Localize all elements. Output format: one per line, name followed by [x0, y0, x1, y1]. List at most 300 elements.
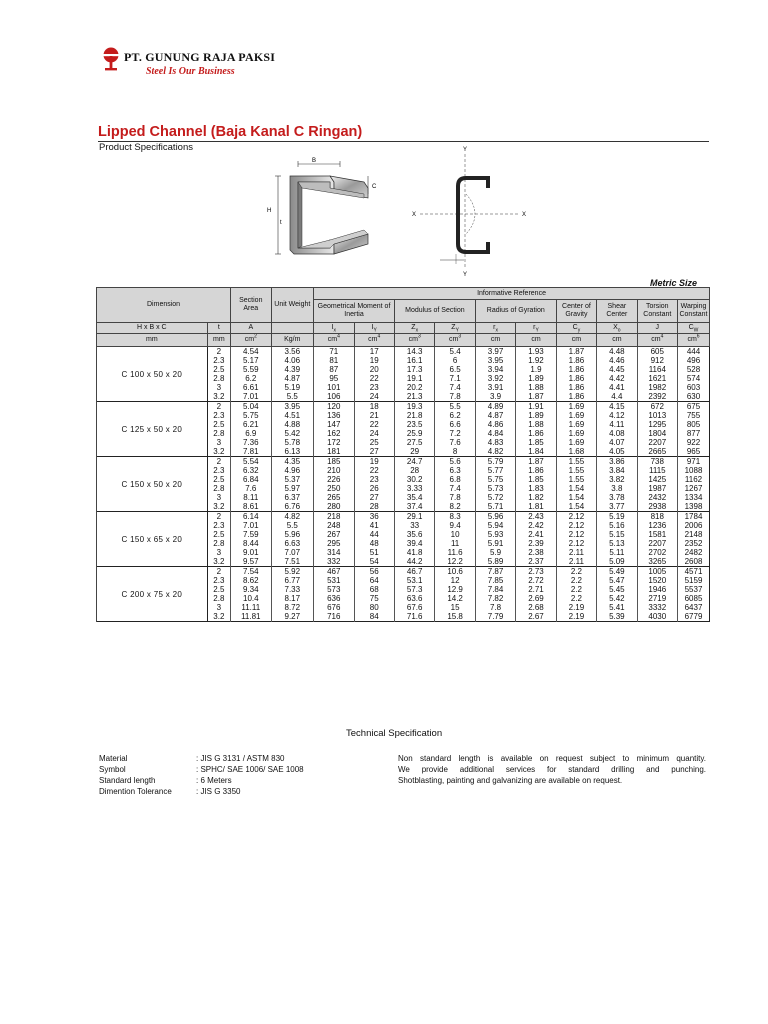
header-hbc: H x B x C [97, 323, 208, 334]
cell-ry: 2.73 [516, 567, 556, 577]
cell-weight: 6.76 [271, 502, 314, 512]
cell-rx: 5.94 [475, 521, 515, 530]
cell-area: 5.04 [231, 402, 271, 412]
cell-ix: 162 [314, 429, 354, 438]
cell-zy: 12.9 [435, 585, 475, 594]
header-torsion-constant: Torsion Constant [637, 300, 677, 323]
cell-t: 2.8 [207, 594, 230, 603]
cell-j: 3265 [637, 557, 677, 567]
cell-cw: 1267 [678, 484, 710, 493]
cell-zy: 12 [435, 576, 475, 585]
cell-xo: 4.46 [597, 356, 637, 365]
cell-xo: 5.47 [597, 576, 637, 585]
cell-zx: 19.3 [394, 402, 434, 412]
cell-cy: 1.69 [556, 420, 596, 429]
cell-zx: 33 [394, 521, 434, 530]
cell-ry: 1.89 [516, 374, 556, 383]
table-row [97, 512, 710, 522]
cell-xo: 5.19 [597, 512, 637, 522]
cell-j: 1115 [637, 466, 677, 475]
header-shear-center: Shear Center [597, 300, 637, 323]
header-cw: $C_W$ [678, 323, 710, 334]
cell-area: 5.75 [231, 411, 271, 420]
cell-ry: 1.89 [516, 411, 556, 420]
cell-t: 2.5 [207, 475, 230, 484]
cell-cw: 444 [678, 347, 710, 357]
cell-rx: 4.86 [475, 420, 515, 429]
cell-xo: 4.07 [597, 438, 637, 447]
unit-zx: $cm^3$ [394, 334, 434, 347]
cell-iy: 54 [354, 557, 394, 567]
cell-ry: 1.85 [516, 475, 556, 484]
cell-rx: 5.96 [475, 512, 515, 522]
spec-value-standard-length: : 6 Meters [196, 776, 232, 785]
cell-zx: 71.6 [394, 612, 434, 622]
header-cy: $C_y$ [556, 323, 596, 334]
cell-cy: 1.86 [556, 392, 596, 402]
cell-area: 9.01 [231, 548, 271, 557]
cell-zy: 7.1 [435, 374, 475, 383]
cell-ry: 1.81 [516, 502, 556, 512]
technical-specification-title: Technical Specification [346, 728, 443, 739]
cell-weight: 4.96 [271, 466, 314, 475]
cell-iy: 80 [354, 603, 394, 612]
cell-j: 4030 [637, 612, 677, 622]
cell-zy: 8.3 [435, 512, 475, 522]
cell-cw: 2482 [678, 548, 710, 557]
cell-t: 3 [207, 438, 230, 447]
cell-j: 1425 [637, 475, 677, 484]
cell-ry: 1.9 [516, 365, 556, 374]
header-zy: $Z_Y$ [435, 323, 475, 334]
header-ry: $r_Y$ [516, 323, 556, 334]
cell-ix: 181 [314, 447, 354, 457]
dimension-cell: C 150 x 50 x 20 [97, 457, 208, 512]
cell-j: 1013 [637, 411, 677, 420]
cell-t: 2.8 [207, 484, 230, 493]
cell-cy: 1.55 [556, 475, 596, 484]
cell-ry: 1.91 [516, 402, 556, 412]
cell-weight: 6.37 [271, 493, 314, 502]
cell-xo: 5.16 [597, 521, 637, 530]
cell-j: 2392 [637, 392, 677, 402]
cell-ix: 636 [314, 594, 354, 603]
cell-zy: 7.8 [435, 392, 475, 402]
cell-zy: 11 [435, 539, 475, 548]
cell-rx: 5.73 [475, 484, 515, 493]
cell-ix: 265 [314, 493, 354, 502]
header-informative-reference: Informative Reference [314, 288, 710, 300]
header-iy: $I_Y$ [354, 323, 394, 334]
cell-j: 672 [637, 402, 677, 412]
cell-cy: 1.86 [556, 374, 596, 383]
cell-rx: 4.83 [475, 438, 515, 447]
cell-t: 2.3 [207, 466, 230, 475]
cell-cy: 2.2 [556, 576, 596, 585]
cell-iy: 22 [354, 420, 394, 429]
cell-cy: 2.11 [556, 548, 596, 557]
cell-iy: 23 [354, 383, 394, 392]
cell-weight: 5.96 [271, 530, 314, 539]
cell-iy: 26 [354, 484, 394, 493]
table-row [97, 402, 710, 412]
cell-weight: 4.87 [271, 374, 314, 383]
cell-rx: 5.77 [475, 466, 515, 475]
cell-zy: 9.4 [435, 521, 475, 530]
cell-area: 11.81 [231, 612, 271, 622]
cell-cw: 755 [678, 411, 710, 420]
cell-t: 2.5 [207, 420, 230, 429]
cell-zx: 16.1 [394, 356, 434, 365]
cell-xo: 5.41 [597, 603, 637, 612]
dimension-cell: C 100 x 50 x 20 [97, 347, 208, 402]
cell-zy: 6.8 [435, 475, 475, 484]
cell-zy: 6.2 [435, 411, 475, 420]
cell-rx: 5.75 [475, 475, 515, 484]
cell-zx: 29.1 [394, 512, 434, 522]
spec-value-material: : JIS G 3131 / ASTM 830 [196, 754, 285, 763]
cell-area: 7.54 [231, 567, 271, 577]
unit-xo: cm [597, 334, 637, 347]
unit-zy: $cm^3$ [435, 334, 475, 347]
cell-t: 2.5 [207, 365, 230, 374]
cell-weight: 5.42 [271, 429, 314, 438]
cell-ry: 2.39 [516, 539, 556, 548]
cell-weight: 4.51 [271, 411, 314, 420]
cell-j: 2432 [637, 493, 677, 502]
cell-zx: 27.5 [394, 438, 434, 447]
spec-value-symbol: : SPHC/ SAE 1006/ SAE 1008 [196, 765, 304, 774]
cell-zx: 19.1 [394, 374, 434, 383]
cell-ix: 267 [314, 530, 354, 539]
cell-cw: 2006 [678, 521, 710, 530]
cell-zy: 15.8 [435, 612, 475, 622]
cell-t: 2.3 [207, 576, 230, 585]
cell-ix: 81 [314, 356, 354, 365]
cell-iy: 48 [354, 539, 394, 548]
cell-rx: 3.92 [475, 374, 515, 383]
channel-section-figure [400, 142, 540, 282]
cell-zx: 24.7 [394, 457, 434, 467]
cell-t: 2 [207, 347, 230, 357]
cell-cw: 496 [678, 356, 710, 365]
cell-xo: 4.45 [597, 365, 637, 374]
unit-ry: cm [516, 334, 556, 347]
cell-iy: 21 [354, 411, 394, 420]
cell-weight: 7.07 [271, 548, 314, 557]
cell-weight: 4.88 [271, 420, 314, 429]
cell-iy: 23 [354, 475, 394, 484]
cell-j: 1005 [637, 567, 677, 577]
cell-zy: 12.2 [435, 557, 475, 567]
cell-j: 1581 [637, 530, 677, 539]
cell-t: 2.3 [207, 411, 230, 420]
cell-zx: 67.6 [394, 603, 434, 612]
cell-cy: 1.86 [556, 365, 596, 374]
cell-xo: 5.39 [597, 612, 637, 622]
cell-xo: 4.11 [597, 420, 637, 429]
cell-ix: 280 [314, 502, 354, 512]
unit-cw: $cm^6$ [678, 334, 710, 347]
header-t: t [207, 323, 230, 334]
cell-iy: 84 [354, 612, 394, 622]
cell-xo: 4.41 [597, 383, 637, 392]
cell-cw: 6779 [678, 612, 710, 622]
cell-xo: 5.09 [597, 557, 637, 567]
cell-area: 5.17 [231, 356, 271, 365]
cell-ry: 1.88 [516, 383, 556, 392]
cell-zx: 17.3 [394, 365, 434, 374]
cell-ix: 332 [314, 557, 354, 567]
header-radius-of-gyration: Radius of Gyration [475, 300, 556, 323]
cell-iy: 20 [354, 365, 394, 374]
cell-ix: 248 [314, 521, 354, 530]
cell-cy: 1.69 [556, 411, 596, 420]
cell-ix: 467 [314, 567, 354, 577]
cell-area: 9.34 [231, 585, 271, 594]
cell-ry: 2.37 [516, 557, 556, 567]
cell-zy: 14.2 [435, 594, 475, 603]
cell-t: 2 [207, 457, 230, 467]
cell-rx: 3.97 [475, 347, 515, 357]
cell-area: 7.01 [231, 392, 271, 402]
cell-cw: 922 [678, 438, 710, 447]
cell-xo: 4.08 [597, 429, 637, 438]
cell-zy: 7.6 [435, 438, 475, 447]
cell-zy: 10 [435, 530, 475, 539]
cell-weight: 4.35 [271, 457, 314, 467]
cell-rx: 3.94 [475, 365, 515, 374]
cell-cw: 2352 [678, 539, 710, 548]
cell-zx: 25.9 [394, 429, 434, 438]
cell-j: 1164 [637, 365, 677, 374]
cell-cy: 1.55 [556, 466, 596, 475]
unit-rx: cm [475, 334, 515, 347]
cell-cw: 1398 [678, 502, 710, 512]
header-unit-weight: Unit Weight [271, 288, 314, 323]
cell-zx: 57.3 [394, 585, 434, 594]
cell-zy: 7.8 [435, 493, 475, 502]
cell-zx: 3.33 [394, 484, 434, 493]
spec-label-standard-length: Standard length [99, 776, 156, 785]
cell-area: 8.61 [231, 502, 271, 512]
cell-cw: 877 [678, 429, 710, 438]
cell-area: 6.21 [231, 420, 271, 429]
cell-zx: 35.4 [394, 493, 434, 502]
cell-rx: 5.93 [475, 530, 515, 539]
cell-cw: 5159 [678, 576, 710, 585]
cell-area: 8.44 [231, 539, 271, 548]
cell-j: 738 [637, 457, 677, 467]
cell-iy: 24 [354, 429, 394, 438]
cell-t: 2 [207, 402, 230, 412]
cell-xo: 3.82 [597, 475, 637, 484]
header-warping-constant: Warping Constant [678, 300, 710, 323]
cell-zx: 46.7 [394, 567, 434, 577]
cell-cw: 1334 [678, 493, 710, 502]
cell-area: 7.36 [231, 438, 271, 447]
cell-area: 9.57 [231, 557, 271, 567]
cell-cw: 6437 [678, 603, 710, 612]
cell-area: 8.11 [231, 493, 271, 502]
cell-xo: 5.45 [597, 585, 637, 594]
dimension-cell: C 150 x 65 x 20 [97, 512, 208, 567]
channel-isometric-figure [260, 150, 400, 270]
cell-cy: 2.11 [556, 557, 596, 567]
cell-cy: 1.86 [556, 383, 596, 392]
cell-cy: 1.54 [556, 502, 596, 512]
cell-ry: 1.83 [516, 484, 556, 493]
table-row [97, 567, 710, 577]
cell-j: 818 [637, 512, 677, 522]
cell-xo: 5.15 [597, 530, 637, 539]
cell-j: 1987 [637, 484, 677, 493]
cell-j: 1236 [637, 521, 677, 530]
cell-cw: 1088 [678, 466, 710, 475]
cell-j: 1946 [637, 585, 677, 594]
metric-size-label: Metric Size [650, 278, 698, 288]
cell-ry: 1.92 [516, 356, 556, 365]
cell-rx: 7.79 [475, 612, 515, 622]
cell-cw: 1162 [678, 475, 710, 484]
axis-x-right-label: X [522, 212, 527, 218]
dim-t-label: t [280, 220, 282, 226]
cell-rx: 5.89 [475, 557, 515, 567]
cell-xo: 4.4 [597, 392, 637, 402]
cell-t: 2.3 [207, 356, 230, 365]
cell-iy: 28 [354, 502, 394, 512]
cell-zx: 21.3 [394, 392, 434, 402]
header-ix: $I_x$ [314, 323, 354, 334]
cell-zy: 7.4 [435, 383, 475, 392]
cell-zy: 6.3 [435, 466, 475, 475]
cell-t: 2.5 [207, 530, 230, 539]
cell-rx: 5.91 [475, 539, 515, 548]
cell-j: 1982 [637, 383, 677, 392]
cell-ry: 2.69 [516, 594, 556, 603]
dim-c-label: C [372, 184, 377, 190]
cell-area: 6.84 [231, 475, 271, 484]
header-rx: $r_x$ [475, 323, 515, 334]
cell-cy: 2.12 [556, 530, 596, 539]
cell-cw: 805 [678, 420, 710, 429]
cell-ix: 531 [314, 576, 354, 585]
cell-t: 3 [207, 383, 230, 392]
cell-cw: 971 [678, 457, 710, 467]
cell-ix: 120 [314, 402, 354, 412]
cell-ix: 147 [314, 420, 354, 429]
cell-zy: 6 [435, 356, 475, 365]
cell-ry: 2.71 [516, 585, 556, 594]
cell-xo: 5.13 [597, 539, 637, 548]
cell-weight: 8.72 [271, 603, 314, 612]
cell-rx: 5.9 [475, 548, 515, 557]
axis-x-left-label: X [412, 212, 417, 218]
cell-ix: 226 [314, 475, 354, 484]
cell-t: 3 [207, 603, 230, 612]
cell-zx: 44.2 [394, 557, 434, 567]
header-xo: $X_o$ [597, 323, 637, 334]
cell-cw: 603 [678, 383, 710, 392]
header-a: A [231, 323, 271, 334]
cell-cy: 2.2 [556, 594, 596, 603]
cell-weight: 9.27 [271, 612, 314, 622]
cell-rx: 7.8 [475, 603, 515, 612]
cell-iy: 25 [354, 438, 394, 447]
cell-ry: 1.82 [516, 493, 556, 502]
cell-t: 3 [207, 493, 230, 502]
cell-j: 2207 [637, 438, 677, 447]
cell-cy: 2.12 [556, 521, 596, 530]
cell-ry: 2.38 [516, 548, 556, 557]
cell-iy: 27 [354, 493, 394, 502]
cell-ix: 95 [314, 374, 354, 383]
cell-zx: 28 [394, 466, 434, 475]
cell-cy: 2.19 [556, 612, 596, 622]
cell-rx: 4.87 [475, 411, 515, 420]
cell-area: 7.01 [231, 521, 271, 530]
cell-zx: 21.8 [394, 411, 434, 420]
spec-value-dimension-tolerance: : JIS G 3350 [196, 787, 241, 796]
cell-weight: 5.19 [271, 383, 314, 392]
unit-iy: $cm^4$ [354, 334, 394, 347]
cell-area: 7.6 [231, 484, 271, 493]
cell-iy: 51 [354, 548, 394, 557]
cell-cy: 1.54 [556, 493, 596, 502]
cell-t: 2 [207, 567, 230, 577]
cell-iy: 64 [354, 576, 394, 585]
cell-ix: 218 [314, 512, 354, 522]
cell-area: 7.81 [231, 447, 271, 457]
cell-zx: 29 [394, 447, 434, 457]
cell-rx: 7.82 [475, 594, 515, 603]
cell-ix: 314 [314, 548, 354, 557]
cell-weight: 5.97 [271, 484, 314, 493]
cell-iy: 22 [354, 466, 394, 475]
company-name: PT. GUNUNG RAJA PAKSI [124, 50, 276, 64]
cell-cy: 1.69 [556, 438, 596, 447]
cell-iy: 19 [354, 457, 394, 467]
cell-j: 2719 [637, 594, 677, 603]
cell-rx: 5.79 [475, 457, 515, 467]
spec-label-dimension-tolerance: Dimention Tolerance [99, 787, 172, 796]
cell-weight: 8.17 [271, 594, 314, 603]
cell-weight: 5.5 [271, 521, 314, 530]
cell-j: 912 [637, 356, 677, 365]
cell-ix: 172 [314, 438, 354, 447]
cell-cy: 2.19 [556, 603, 596, 612]
cell-cy: 1.87 [556, 347, 596, 357]
cell-zy: 10.6 [435, 567, 475, 577]
cell-t: 3.2 [207, 557, 230, 567]
header-dimension: Dimension [97, 288, 231, 323]
cell-cy: 2.12 [556, 512, 596, 522]
cell-ry: 1.93 [516, 347, 556, 357]
header-weight-blank [271, 323, 314, 334]
cell-weight: 7.33 [271, 585, 314, 594]
cell-j: 2665 [637, 447, 677, 457]
cell-area: 10.4 [231, 594, 271, 603]
cell-cy: 1.69 [556, 429, 596, 438]
cell-zx: 63.6 [394, 594, 434, 603]
cell-rx: 3.95 [475, 356, 515, 365]
cell-xo: 3.86 [597, 457, 637, 467]
cell-iy: 41 [354, 521, 394, 530]
cell-weight: 4.39 [271, 365, 314, 374]
cell-t: 2.8 [207, 429, 230, 438]
spec-label-symbol: Symbol [99, 765, 126, 774]
page-subtitle: Product Specifications [99, 142, 193, 153]
